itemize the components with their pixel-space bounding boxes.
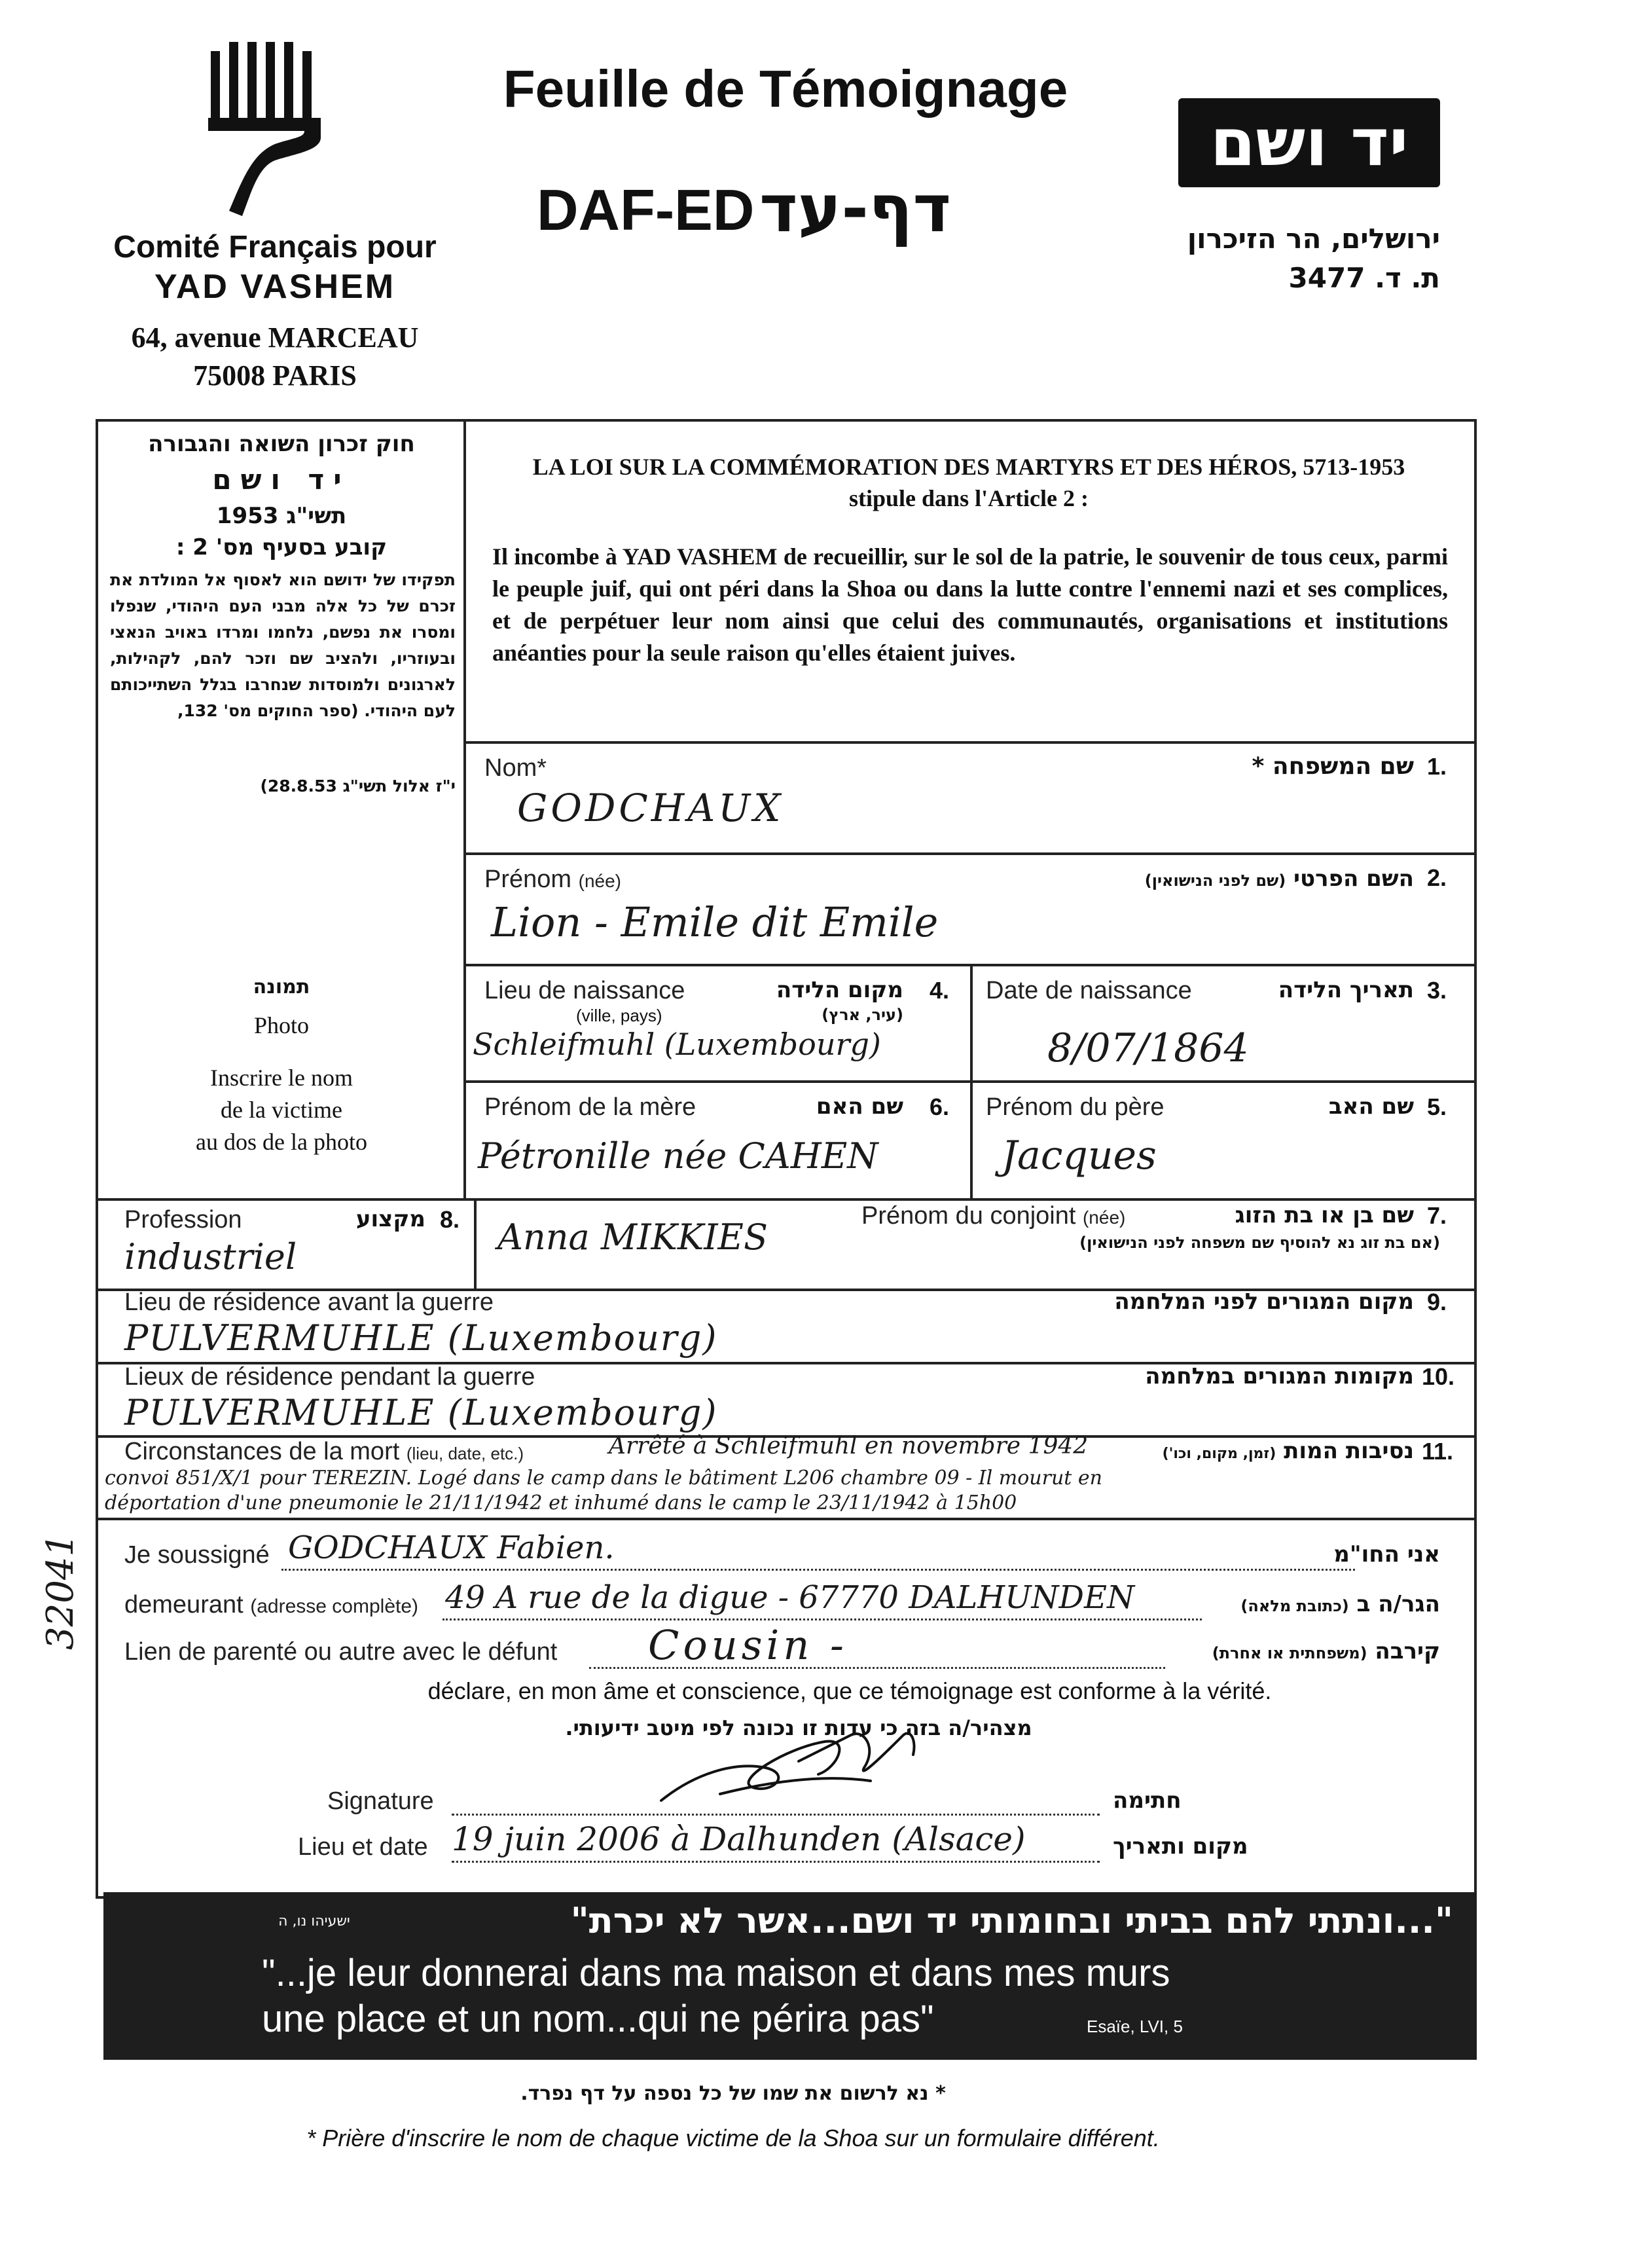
field-1-value[interactable]: GODCHAUX <box>517 786 784 830</box>
lien-label: Lien de parenté ou autre avec le défunt <box>124 1638 558 1666</box>
banner-french-ref: Esaïe, LVI, 5 <box>1087 2017 1183 2036</box>
field-4-label-small: (ville, pays) <box>576 1006 662 1025</box>
jerusalem-address-1: ירושלים, הר הזיכרון <box>1187 223 1440 255</box>
law-french-text: Il incombe à YAD VASHEM de recueillir, sur le sol de la patrie, le souvenir de tous ceux, parmi le peuple juif, qui ont péri dans la Shoa ou dans la lutte contre l'ennemi nazi et ses complices, et de perpétuer leur nom ainsi que celui des communautés, organisations et institutions anéanties pour la seule raison qu'elles étaient juives. <box>492 543 1448 666</box>
field-2-value[interactable]: Lion - Emile dit Emile <box>491 898 939 946</box>
row-divider-3 <box>463 1080 1477 1083</box>
demeurant-hebrew-small: (כתובת מלאה) <box>1240 1597 1349 1615</box>
field-7-label-text: Prénom du conjoint <box>861 1202 1076 1230</box>
jerusalem-address-2: ת. ד. 3477 <box>1288 262 1440 294</box>
row-divider-4 <box>96 1198 1477 1201</box>
field-5-number: 5. <box>1427 1093 1447 1120</box>
field-10-number: 10. <box>1422 1363 1455 1390</box>
field-7-hebrew-small: (אם בת זוג נא להוסיף שם משפחה לפני הנישואין) <box>1079 1234 1440 1252</box>
field-9-number: 9. <box>1427 1289 1447 1315</box>
law-hebrew-year: תשי"ג 1953 <box>216 503 347 529</box>
signature-line <box>452 1814 1100 1816</box>
field-4-value[interactable]: Schleifmuhl (Luxembourg) <box>473 1027 881 1062</box>
daf-ed-latin: DAF-ED <box>537 177 755 242</box>
field-8-value[interactable]: industriel <box>124 1236 297 1277</box>
field-7-label-small: (née) <box>1082 1207 1126 1228</box>
footer-french-note: * Prière d'inscrire le nom de chaque victime de la Shoa sur un formulaire différent. <box>306 2125 1160 2151</box>
photo-note-2: de la victime <box>221 1097 342 1123</box>
photo-note-1: Inscrire le nom <box>210 1065 353 1091</box>
field-4-hebrew: מקום הלידה <box>776 977 903 1003</box>
declare-french: déclare, en mon âme et conscience, que ce témoignage est conforme à la vérité. <box>427 1677 1272 1704</box>
field-4-hebrew-small: (עיר, ארץ) <box>822 1006 903 1024</box>
field-8-label: Profession <box>124 1206 242 1234</box>
soussigne-line <box>281 1569 1355 1571</box>
signature-hebrew: חתימה <box>1113 1787 1182 1814</box>
field-7-number: 7. <box>1427 1202 1447 1229</box>
field-4-label: Lieu de naissance <box>484 977 685 1004</box>
field-6-value[interactable]: Pétronille née CAHEN <box>478 1135 878 1177</box>
field-2-label-small: (née) <box>578 871 621 891</box>
lien-hebrew-text: קירבה <box>1375 1638 1440 1664</box>
signature-scribble-icon <box>655 1722 930 1814</box>
field-2-hebrew-small: (שם לפני הנישואין) <box>1144 871 1286 890</box>
field-10-value[interactable]: PULVERMUHLE (Luxembourg) <box>124 1392 718 1433</box>
field-9-hebrew: מקום המגורים לפני המלחמה <box>1114 1289 1414 1315</box>
field-9-label: Lieu de résidence avant la guerre <box>124 1289 494 1316</box>
law-hebrew-date: י"ז אלול תשי"ג 28.8.53) <box>260 777 456 796</box>
page-title: Feuille de Témoignage <box>503 60 1068 118</box>
lien-hebrew <box>1165 1638 1440 1664</box>
lieu-date-hebrew: מקום ותאריך <box>1113 1833 1248 1859</box>
demeurant-label-small: (adresse complète) <box>250 1596 419 1617</box>
margin-number: 32041 <box>39 1533 82 1650</box>
field-3-label: Date de naissance <box>986 977 1192 1004</box>
field-7-value[interactable]: Anna MIKKIES <box>497 1216 768 1258</box>
field-11-label-text: Circonstances de la mort <box>124 1438 400 1465</box>
field-2-number: 2. <box>1427 864 1447 891</box>
banner-hebrew-ref: ישעיהו נו, ה <box>278 1913 350 1930</box>
field-10-hebrew: מקומות המגורים במלחמה <box>1145 1363 1414 1389</box>
demeurant-hebrew-text: הגר/ה ב <box>1356 1591 1440 1617</box>
soussigne-value[interactable]: GODCHAUX Fabien. <box>288 1529 615 1566</box>
mid-divider-7-8 <box>474 1198 477 1289</box>
address-line-1: 64, avenue MARCEAU <box>131 321 419 354</box>
photo-label-hebrew: תמונה <box>253 976 310 998</box>
law-hebrew-title: חוק זכרון השואה והגבורה <box>148 431 415 457</box>
field-2-hebrew-text: השם הפרטי <box>1293 866 1414 892</box>
lieu-date-value[interactable]: 19 juin 2006 à Dalhunden (Alsace) <box>452 1820 1026 1858</box>
field-2-hebrew <box>982 866 1414 892</box>
soussigne-hebrew: אני החו"מ <box>1333 1541 1440 1567</box>
law-french-subtitle: stipule dans l'Article 2 : <box>849 485 1089 511</box>
demeurant-label-text: demeurant <box>124 1591 244 1619</box>
demeurant-line <box>443 1619 1202 1620</box>
photo-note-3: au dos de la photo <box>196 1129 367 1155</box>
demeurant-label <box>124 1591 418 1619</box>
yad-vashem-logo-text: יד ושם <box>1210 104 1409 181</box>
field-1-number: 1. <box>1427 753 1447 780</box>
field-6-label: Prénom de la mère <box>484 1093 696 1121</box>
field-11-label-small: (lieu, date, etc.) <box>406 1444 524 1463</box>
demeurant-hebrew <box>1204 1591 1440 1617</box>
field-5-label: Prénom du père <box>986 1093 1165 1121</box>
footer-hebrew-note: * נא לרשום את שמו של כל נספה על דף נפרד. <box>520 2082 946 2105</box>
row-divider-1 <box>463 852 1477 855</box>
field-5-hebrew: שם האב <box>1328 1093 1414 1120</box>
field-9-value[interactable]: PULVERMUHLE (Luxembourg) <box>124 1317 718 1359</box>
lien-value[interactable]: Cousin - <box>648 1621 848 1669</box>
field-11-value-2[interactable]: convoi 851/X/1 pour TEREZIN. Logé dans le camp dans le bâtiment L206 chambre 09 - Il mourut en <box>105 1467 1102 1490</box>
field-8-hebrew: מקצוע <box>355 1206 425 1232</box>
field-1-label: Nom* <box>484 754 547 782</box>
field-11-value-3[interactable]: déportation d'une pneumonie le 21/11/1942 et inhumé dans le camp le 23/11/1942 à 15h00 <box>105 1491 1017 1514</box>
banner-hebrew-quote: "...ונתתי להם בביתי ובחומותי יד ושם...אשר לא יכרת" <box>570 1900 1453 1941</box>
field-11-label <box>124 1438 524 1466</box>
field-4-number: 4. <box>930 977 950 1004</box>
field-3-hebrew: תאריך הלידה <box>1278 977 1414 1003</box>
field-11-hebrew-small: (זמן, מקום, וכו') <box>1162 1446 1276 1462</box>
yad-vashem-emblem-icon <box>196 39 340 229</box>
row-divider-8 <box>96 1518 1477 1520</box>
soussigne-label: Je soussigné <box>124 1541 270 1569</box>
row-divider-law <box>463 741 1477 744</box>
field-3-number: 3. <box>1427 977 1447 1004</box>
field-8-number: 8. <box>440 1206 460 1233</box>
field-11-number: 11. <box>1422 1438 1454 1465</box>
committee-line-2: YAD VASHEM <box>154 268 396 306</box>
field-7-label <box>861 1202 1125 1230</box>
photo-label: Photo <box>253 1012 310 1038</box>
committee-line-1: Comité Français pour <box>113 230 437 265</box>
lien-line <box>589 1667 1165 1669</box>
lieu-date-line <box>452 1861 1100 1863</box>
address-line-2: 75008 PARIS <box>193 359 357 392</box>
law-hebrew-clause: קובע בסעיף מס' 2 : <box>175 534 388 560</box>
field-1-hebrew: שם המשפחה * <box>1252 753 1414 780</box>
field-2-label <box>484 866 621 894</box>
law-hebrew-text: תפקידו של ידושם הוא לאסוף אל המולדת את זכרם של כל אלה מבני העם היהודי, שנפלו ומסרו את נפשם, נלחמו ומרדו באויב הנאצי ובעוזריו, ולהציב שם וזכר להם, לקהילות, לארגונים ולמוסדות שנחרבו בגלל השתייכותם לעם היהודי. (ספר החוקים מס' 132, <box>110 570 456 720</box>
field-11-value-1[interactable]: Arrêté à Schleifmuhl en novembre 1942 <box>609 1433 1089 1459</box>
field-7-hebrew: שם בן או בת הזוג <box>1235 1202 1414 1228</box>
field-2-label-text: Prénom <box>484 866 572 893</box>
field-5-value[interactable]: Jacques <box>1002 1133 1157 1179</box>
demeurant-value[interactable]: 49 A rue de la digue - 67770 DALHUNDEN <box>445 1579 1135 1616</box>
banner-french-line-2: une place et un nom...qui ne périra pas" <box>262 1998 934 2040</box>
lieu-date-label: Lieu et date <box>298 1833 428 1861</box>
field-11-hebrew-text: נסיבות המות <box>1284 1438 1414 1464</box>
signature-label: Signature <box>327 1787 434 1815</box>
field-11-hebrew <box>1126 1438 1414 1464</box>
field-10-label: Lieux de résidence pendant la guerre <box>124 1363 535 1391</box>
banner-french-line-1: "...je leur donnerai dans ma maison et dans mes murs <box>262 1952 1170 1994</box>
daf-ed-hebrew: דף-עד <box>759 170 952 247</box>
field-3-value[interactable]: 8/07/1864 <box>1047 1025 1249 1071</box>
field-6-number: 6. <box>930 1093 950 1120</box>
declare-hebrew: מצהיר/ה בזה כי עדות זו נכונה לפי מיטב ידיעותי. <box>565 1715 1032 1740</box>
lien-hebrew-small: (משפחתית או אחרת) <box>1212 1644 1367 1662</box>
law-french-title: LA LOI SUR LA COMMÉMORATION DES MARTYRS ET DES HÉROS, 5713-1953 <box>532 454 1405 480</box>
law-hebrew-name: יד ושם <box>212 464 351 496</box>
field-6-hebrew: שם האם <box>816 1093 903 1120</box>
